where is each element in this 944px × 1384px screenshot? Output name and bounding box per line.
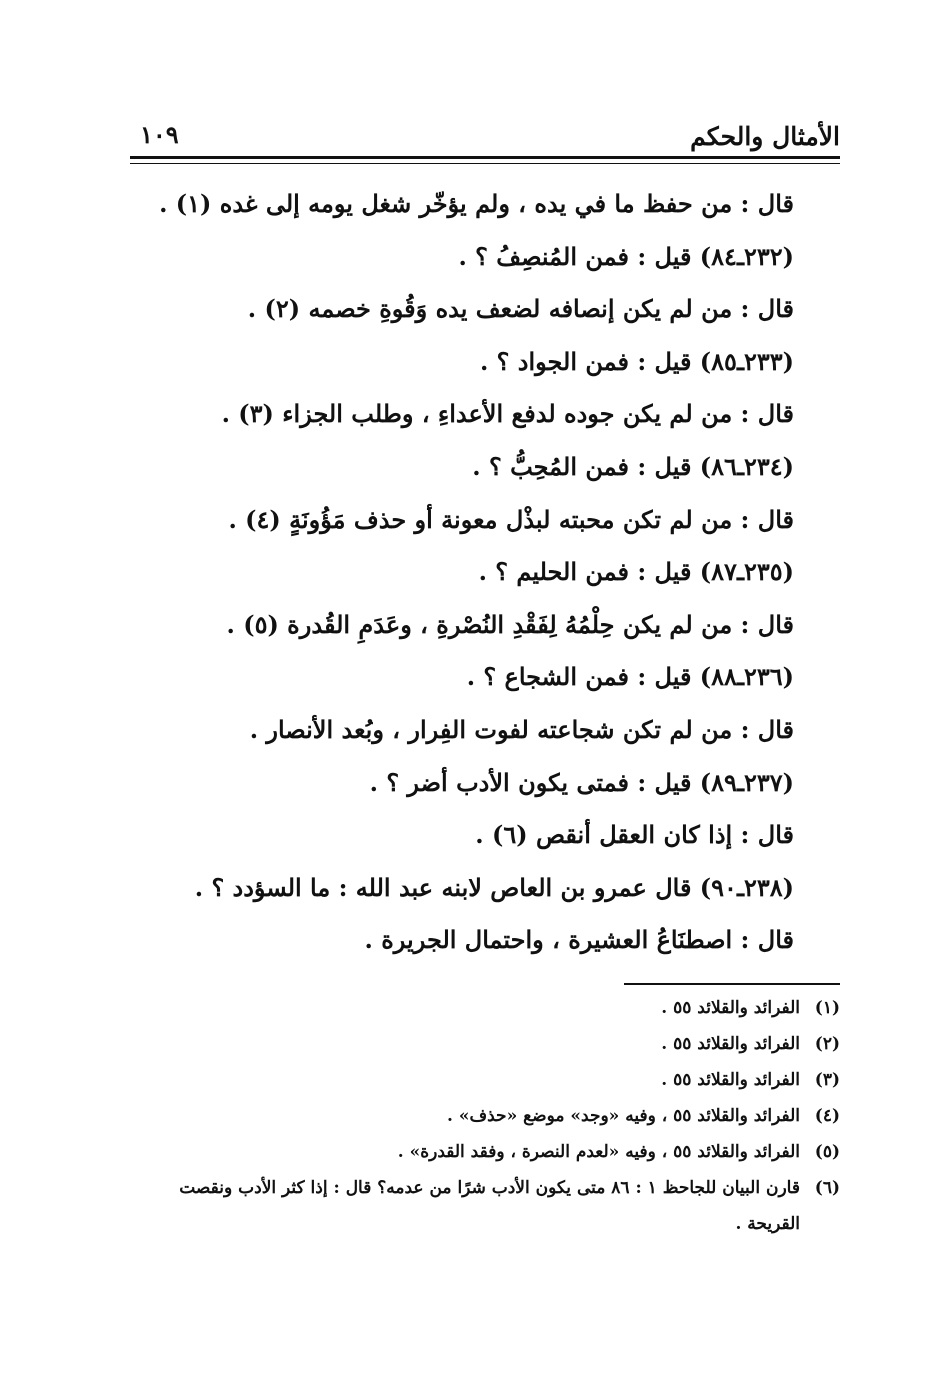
text-line: قال : من لم يكن جوده لدفع الأعداءِ ، وطلب الجزاء (٣) . bbox=[221, 399, 794, 429]
footnote bbox=[140, 1026, 840, 1062]
text-line: (٢٣٤ـ٨٦) قيل : فمن المُحِبُّ ؟ . bbox=[472, 451, 794, 481]
footnote-text: قارن البيان للجاحظ ١ : ٨٦ متى يكون الأدب شرًا من عدمه؟ قال : إذا كثر الأدب ونقصت القريحة . bbox=[179, 1178, 800, 1234]
text-line: قال : من لم يكن إنصافه لضعف يده وَقُوةِ خصمه (٢) . bbox=[247, 294, 794, 324]
footnote-number: (٤) bbox=[814, 1106, 840, 1126]
footnote bbox=[140, 1098, 840, 1134]
text-line: (٢٣٥ـ٨٧) قيل : فمن الحليم ؟ . bbox=[478, 557, 794, 587]
page-number: ١٠٩ bbox=[140, 120, 179, 149]
footnote-text: الفرائد والقلائد ٥٥ . bbox=[661, 1070, 800, 1090]
text-line: (٢٣٢ـ٨٤) قيل : فمن المُنصِفُ ؟ . bbox=[458, 241, 794, 271]
footnote-text: الفرائد والقلائد ٥٥ ، وفيه «لعدم النصرة ، وفقد القدرة» . bbox=[397, 1142, 800, 1162]
page-header bbox=[130, 116, 840, 156]
footnote bbox=[140, 1062, 840, 1098]
footnote-number: (٢) bbox=[814, 1034, 840, 1054]
footnotes bbox=[140, 990, 840, 1242]
footnote bbox=[140, 1134, 840, 1170]
footnote bbox=[140, 1170, 840, 1242]
footnote-text: الفرائد والقلائد ٥٥ ، وفيه «وجد» موضع «حذف» . bbox=[447, 1106, 800, 1126]
footnote-number: (٥) bbox=[814, 1142, 840, 1162]
text-line: (٢٣٣ـ٨٥) قيل : فمن الجواد ؟ . bbox=[479, 346, 794, 376]
footnote-number: (١) bbox=[814, 998, 840, 1018]
text-line: قال : اصطنَاعُ العشيرة ، واحتمال الجريرة . bbox=[364, 925, 794, 955]
header-rule-thick bbox=[130, 156, 840, 159]
text-line: قال : من حفظ ما في يده ، ولم يؤخّر شغل يومه إلى غده (١) . bbox=[159, 189, 794, 218]
text-line: (٢٣٧ـ٨٩) قيل : فمتى يكون الأدب أضر ؟ . bbox=[369, 767, 794, 797]
footnote-text: الفرائد والقلائد ٥٥ . bbox=[661, 998, 800, 1018]
footnote-text: الفرائد والقلائد ٥٥ . bbox=[661, 1034, 800, 1054]
text-line: قال : من لم يكن حِلْمُهُ لِفَقْدِ النُصْرةِ ، وعَدَمِ القُدرة (٥) . bbox=[226, 609, 794, 639]
running-title: الأمثال والحكم bbox=[690, 122, 840, 151]
text-line: قال : من لم تكن شجاعته لفوت الفِرار ، وبُعد الأنصار . bbox=[249, 714, 794, 744]
footnote-number: (٦) bbox=[814, 1178, 840, 1198]
footnote-number: (٣) bbox=[814, 1070, 840, 1090]
footnote bbox=[140, 990, 840, 1026]
text-line: (٢٣٨ـ٩٠) قال عمرو بن العاص لابنه عبد الله : ما السؤدد ؟ . bbox=[194, 872, 794, 902]
footnote-separator bbox=[624, 983, 840, 985]
text-line: قال : إذا كان العقل أنقص (٦) . bbox=[475, 820, 794, 850]
text-line: قال : من لم تكن محبته لبذْل معونة أو حذف مَؤُونَةٍ (٤) . bbox=[228, 504, 794, 534]
header-rule-thin bbox=[130, 163, 840, 164]
text-line: (٢٣٦ـ٨٨) قيل : فمن الشجاع ؟ . bbox=[466, 662, 794, 692]
main-text bbox=[159, 178, 794, 967]
